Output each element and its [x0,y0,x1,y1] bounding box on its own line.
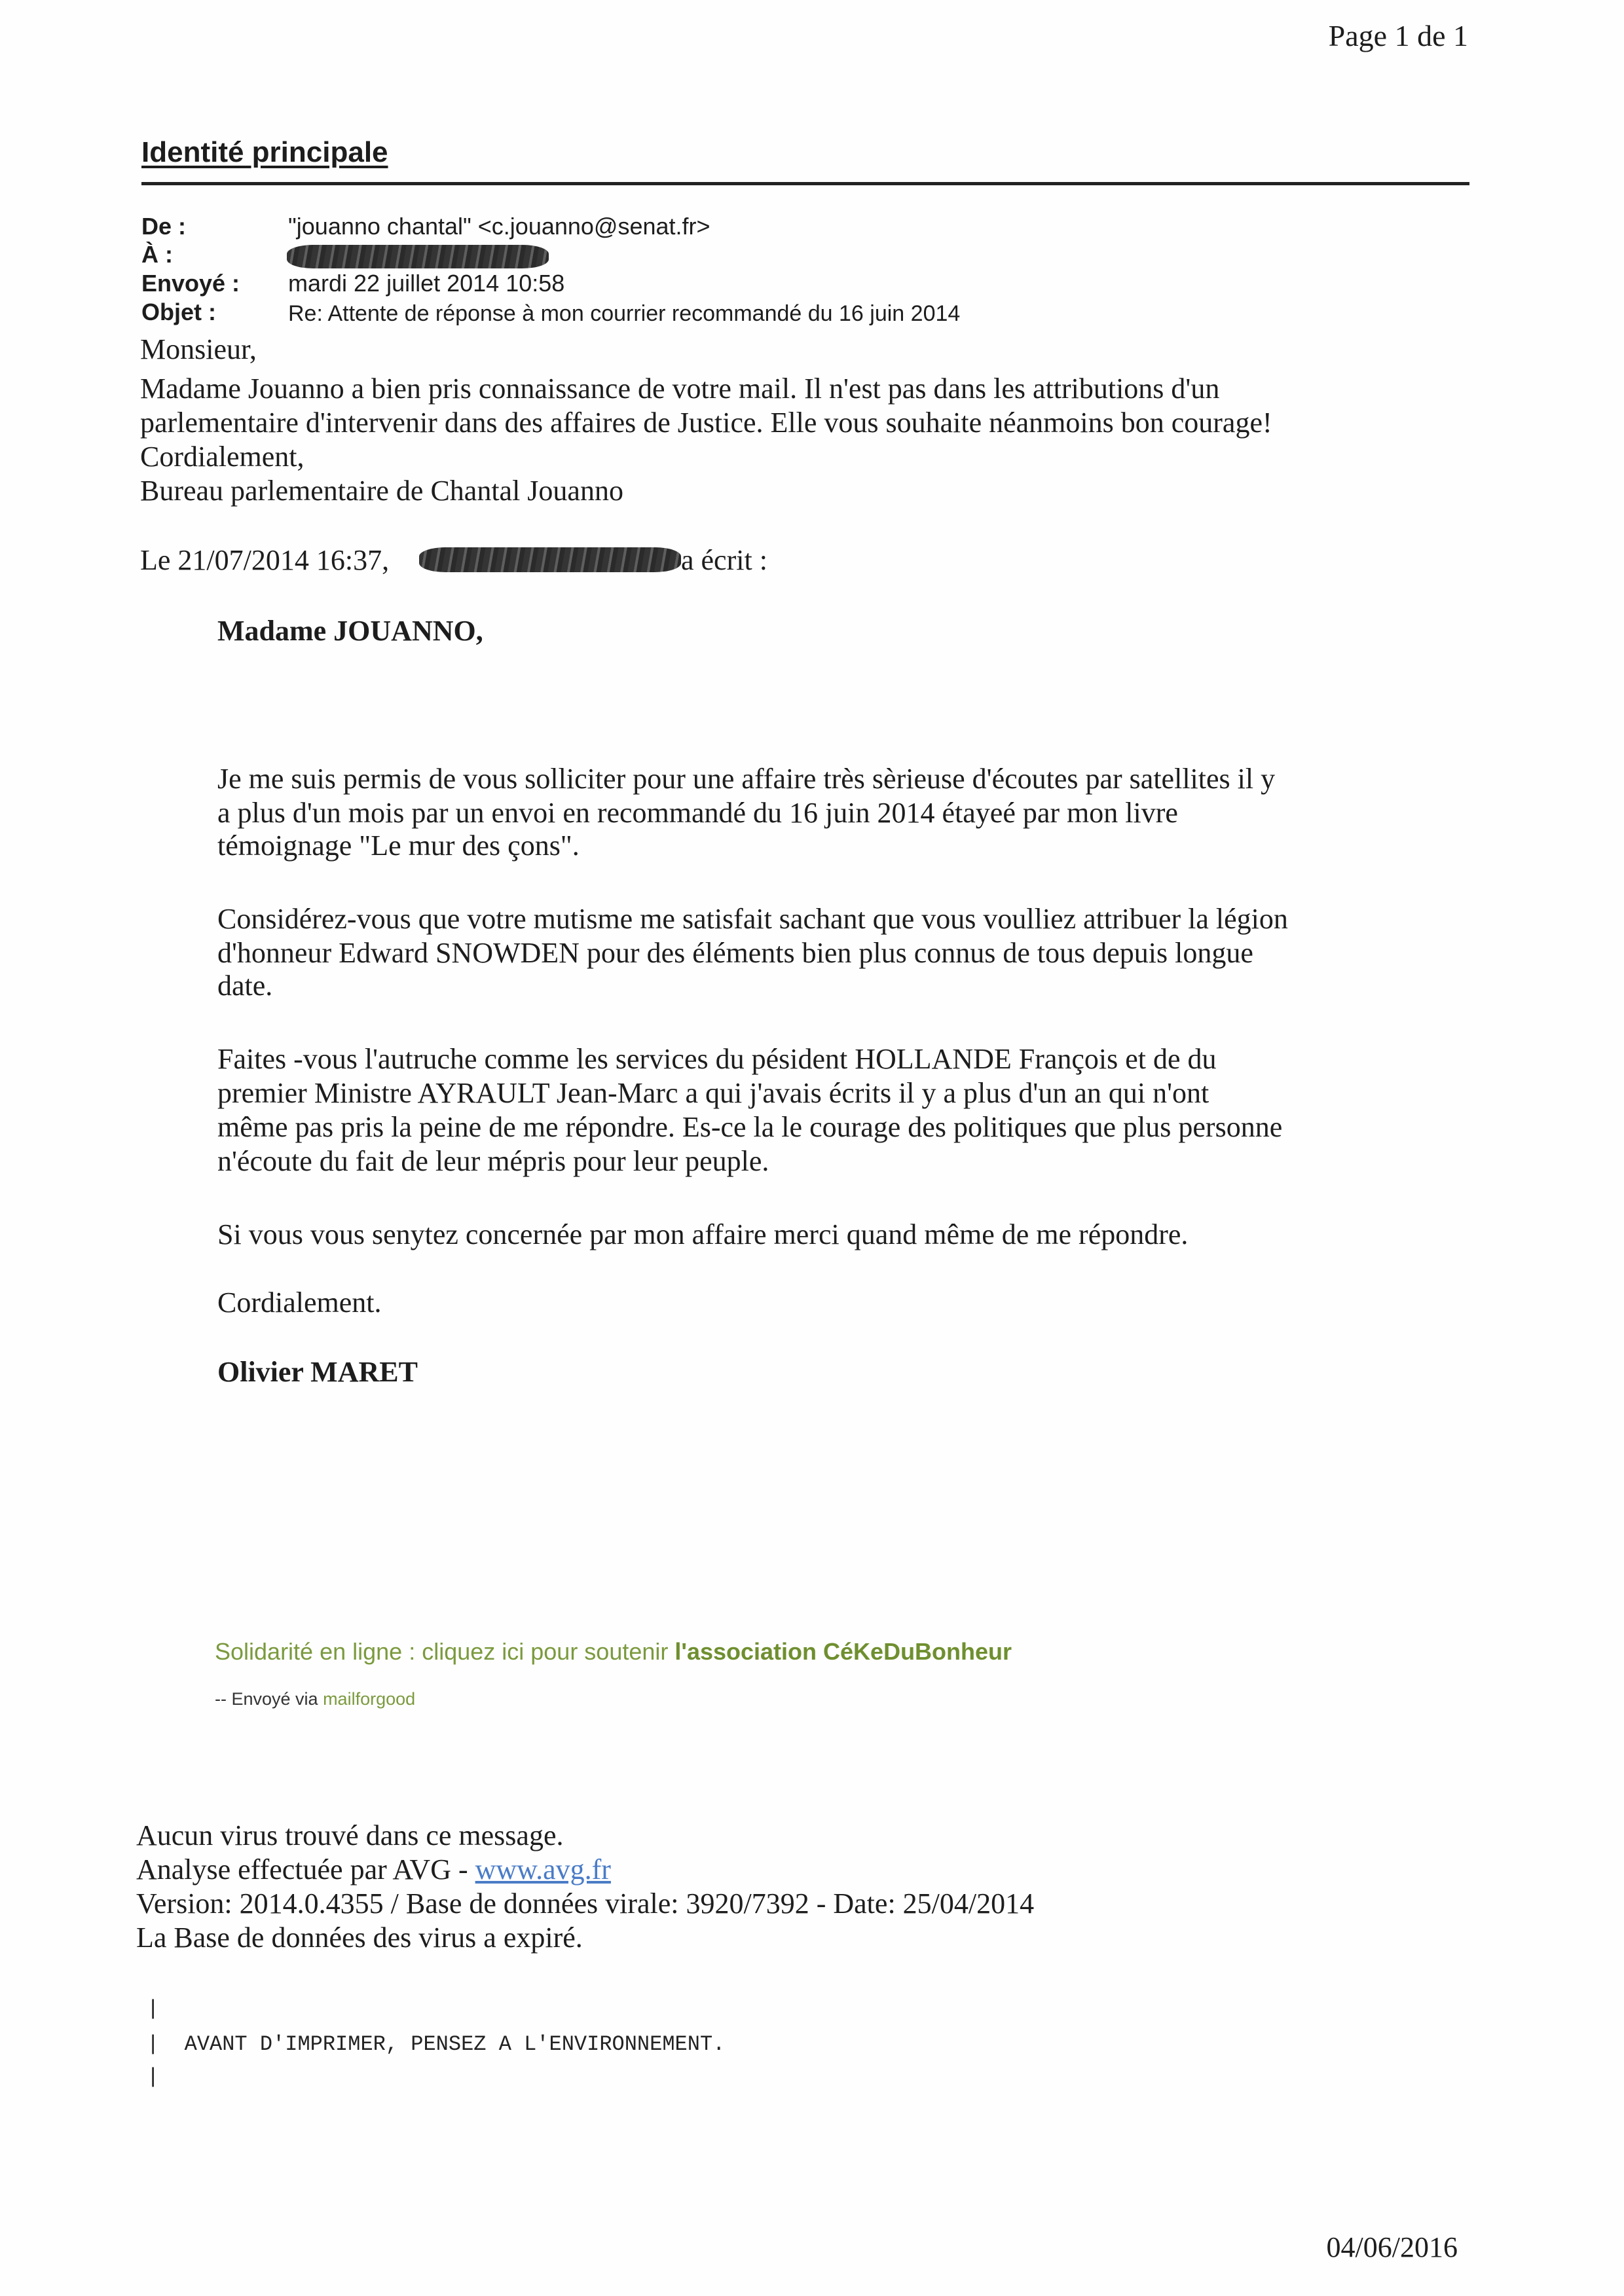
environment-note: | AVANT D'IMPRIMER, PENSEZ A L'ENVIRONNEMENT. [147,2032,726,2056]
mailforgood-link[interactable] [323,1689,415,1709]
reply-line: Cordialement, [140,441,304,473]
page-number: Page 1 de 1 [1328,19,1468,52]
from-value: "jouanno chantal" <c.jouanno@senat.fr> [288,213,710,240]
quoted-signature: Olivier MARET [217,1356,418,1388]
avg-line: Version: 2014.0.4355 / Base de données virale: 3920/7392 - Date: 25/04/2014 [136,1887,1035,1920]
brand-forgood: forgood [355,1689,416,1709]
solidarity-banner [215,1638,1012,1666]
from-label: De : [141,213,187,240]
quoted-closing: Cordialement. [217,1286,382,1319]
quoted-line: premier Ministre AYRAULT Jean-Marc a qui j'avais écrits il y a plus d'un an qui n'ont [217,1077,1209,1109]
print-date: 04/06/2016 [1326,2231,1458,2263]
sent-via [215,1689,415,1709]
quoted-line: Considérez-vous que votre mutisme me satisfait sachant que vous voulliez attribuer la légion [217,903,1288,935]
quoted-line: Faites -vous l'autruche comme les services du pésident HOLLANDE François et de du [217,1043,1217,1075]
quoted-line: n'écoute du fait de leur mépris pour leur peuple. [217,1145,769,1177]
avg-line: La Base de données des virus a expiré. [136,1922,583,1954]
association-link[interactable]: l'association CéKeDuBonheur [674,1638,1012,1665]
quoted-line: Si vous vous senytez concernée par mon affaire merci quand même de me répondre. [217,1218,1189,1250]
avg-line [136,1853,611,1886]
avg-link[interactable]: www.avg.fr [475,1853,611,1886]
solidarity-text: Solidarité en ligne : cliquez ici pour soutenir [215,1638,675,1665]
reply-line: Madame Jouanno a bien pris connaissance de votre mail. Il n'est pas dans les attributions d'un [140,373,1220,405]
reply-line: parlementaire d'intervenir dans des affaires de Justice. Elle vous souhaite néanmoins bon courage! [140,407,1272,439]
brand-mail: mail [323,1689,356,1709]
quote-intro-date: Le 21/07/2014 16:37, [140,544,390,576]
pipe-line: | [147,2065,160,2089]
redacted-recipient [287,245,549,268]
avg-analysis-text: Analyse effectuée par AVG - [136,1853,475,1886]
quoted-line: témoignage "Le mur des çons". [217,829,580,862]
subject-label: Objet : [141,299,216,325]
section-title: Identité principale [141,136,388,168]
redacted-sender [419,547,681,572]
quoted-line: d'honneur Edward SNOWDEN pour des éléments bien plus connus de tous depuis longue [217,937,1253,969]
quoted-line: a plus d'un mois par un envoi en recommandé du 16 juin 2014 étayeé par mon livre [217,797,1178,829]
reply-line: Monsieur, [140,333,257,365]
subject-value: Re: Attente de réponse à mon courrier recommandé du 16 juin 2014 [288,301,961,326]
sent-label: Envoyé : [141,270,240,297]
quoted-line: même pas pris la peine de me répondre. Es-ce la le courage des politiques que plus personne [217,1111,1283,1143]
avg-line: Aucun virus trouvé dans ce message. [136,1819,564,1851]
quoted-line: Je me suis permis de vous solliciter pour une affaire très sèrieuse d'écoutes par satellites il y [217,763,1276,795]
pipe-line: | [147,1997,160,2021]
quote-intro-suffix: a écrit : [681,544,767,576]
reply-signature: Bureau parlementaire de Chantal Jouanno [140,475,623,507]
quoted-salutation: Madame JOUANNO, [217,615,483,647]
to-label: À : [141,241,173,268]
sent-value: mardi 22 juillet 2014 10:58 [288,270,565,297]
quoted-line: date. [217,970,273,1002]
sent-via-text: -- Envoyé via [215,1689,323,1709]
section-divider [141,182,1469,185]
